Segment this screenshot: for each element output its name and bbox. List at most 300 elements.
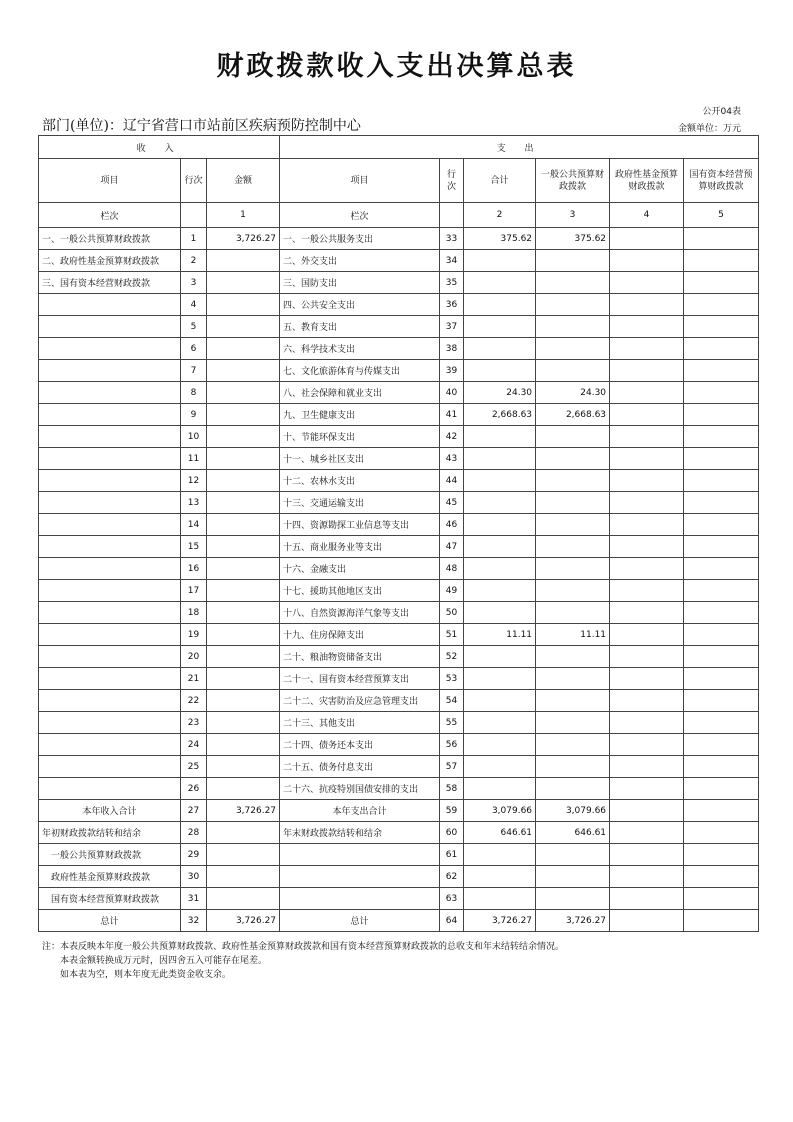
general-budget-amount-cell bbox=[536, 690, 610, 712]
state-capital-amount-cell bbox=[684, 668, 759, 690]
total-amount-cell: 11.11 bbox=[464, 624, 536, 646]
expense-line-no-cell: 59 bbox=[440, 800, 464, 822]
expense-line-no-cell: 38 bbox=[440, 338, 464, 360]
income-item-cell bbox=[39, 712, 181, 734]
state-capital-amount-cell bbox=[684, 800, 759, 822]
gov-fund-amount-cell bbox=[610, 492, 684, 514]
general-budget-amount-cell bbox=[536, 426, 610, 448]
column-number-row bbox=[39, 203, 759, 228]
table-row bbox=[39, 800, 759, 822]
expense-item-cell: 二十六、抗疫特别国债安排的支出 bbox=[280, 778, 440, 800]
state-capital-header: 国有资本经营预算财政拨款 bbox=[684, 159, 759, 203]
col-blank bbox=[181, 203, 207, 228]
state-capital-amount-cell bbox=[684, 514, 759, 536]
general-budget-amount-cell bbox=[536, 316, 610, 338]
table-row bbox=[39, 844, 759, 866]
table-row bbox=[39, 448, 759, 470]
expense-item-cell: 十六、金融支出 bbox=[280, 558, 440, 580]
gov-fund-amount-cell bbox=[610, 316, 684, 338]
table-row bbox=[39, 888, 759, 910]
income-line-no-cell: 32 bbox=[181, 910, 207, 932]
income-line-no-cell: 24 bbox=[181, 734, 207, 756]
general-budget-amount-cell bbox=[536, 712, 610, 734]
table-row bbox=[39, 382, 759, 404]
table-row bbox=[39, 536, 759, 558]
expense-line-no-cell: 39 bbox=[440, 360, 464, 382]
expense-line-no-cell: 51 bbox=[440, 624, 464, 646]
income-amount-cell bbox=[207, 360, 280, 382]
income-amount-cell bbox=[207, 536, 280, 558]
general-budget-amount-cell: 3,079.66 bbox=[536, 800, 610, 822]
table-row bbox=[39, 404, 759, 426]
income-line-no-cell: 11 bbox=[181, 448, 207, 470]
general-budget-amount-cell: 24.30 bbox=[536, 382, 610, 404]
income-amount-cell bbox=[207, 844, 280, 866]
expense-item-cell: 本年支出合计 bbox=[280, 800, 440, 822]
budget-summary-table bbox=[38, 135, 759, 932]
gov-fund-amount-cell bbox=[610, 778, 684, 800]
table-row bbox=[39, 250, 759, 272]
expense-line-no-cell: 36 bbox=[440, 294, 464, 316]
gov-fund-amount-cell bbox=[610, 800, 684, 822]
expense-item-cell: 四、公共安全支出 bbox=[280, 294, 440, 316]
expense-item-cell: 十四、资源勘探工业信息等支出 bbox=[280, 514, 440, 536]
total-amount-cell bbox=[464, 602, 536, 624]
income-line-no-cell: 10 bbox=[181, 426, 207, 448]
income-amount-cell bbox=[207, 866, 280, 888]
state-capital-amount-cell bbox=[684, 338, 759, 360]
income-amount-cell: 3,726.27 bbox=[207, 800, 280, 822]
table-row bbox=[39, 360, 759, 382]
income-line-no-cell: 6 bbox=[181, 338, 207, 360]
total-amount-cell bbox=[464, 250, 536, 272]
state-capital-amount-cell bbox=[684, 778, 759, 800]
total-amount-cell bbox=[464, 712, 536, 734]
income-item-cell bbox=[39, 316, 181, 338]
general-budget-header: 一般公共预算财政拨款 bbox=[536, 159, 610, 203]
expense-line-no-cell: 62 bbox=[440, 866, 464, 888]
table-row bbox=[39, 492, 759, 514]
state-capital-amount-cell bbox=[684, 690, 759, 712]
table-row bbox=[39, 294, 759, 316]
income-item-cell bbox=[39, 668, 181, 690]
gov-fund-amount-cell bbox=[610, 690, 684, 712]
expense-line-no-cell: 53 bbox=[440, 668, 464, 690]
table-row bbox=[39, 756, 759, 778]
income-line-no-cell: 13 bbox=[181, 492, 207, 514]
expense-line-no-cell: 50 bbox=[440, 602, 464, 624]
table-row bbox=[39, 316, 759, 338]
state-capital-amount-cell bbox=[684, 294, 759, 316]
income-line-no-cell: 9 bbox=[181, 404, 207, 426]
total-amount-cell: 2,668.63 bbox=[464, 404, 536, 426]
header-row-columns bbox=[39, 159, 759, 203]
income-line-no-cell: 29 bbox=[181, 844, 207, 866]
income-line-no-cell: 30 bbox=[181, 866, 207, 888]
gov-fund-amount-cell bbox=[610, 360, 684, 382]
general-budget-amount-cell bbox=[536, 536, 610, 558]
income-line-no-cell: 31 bbox=[181, 888, 207, 910]
gov-fund-amount-cell bbox=[610, 910, 684, 932]
income-line-no-cell: 28 bbox=[181, 822, 207, 844]
expense-line-no-cell: 55 bbox=[440, 712, 464, 734]
total-amount-cell bbox=[464, 888, 536, 910]
table-row bbox=[39, 624, 759, 646]
total-amount-cell bbox=[464, 316, 536, 338]
income-amount-cell bbox=[207, 580, 280, 602]
footnote-2: 本表金额转换成万元时，因四舍五入可能存在尾差。 bbox=[60, 956, 268, 966]
expense-line-no-cell: 48 bbox=[440, 558, 464, 580]
state-capital-amount-cell bbox=[684, 910, 759, 932]
expense-item-cell bbox=[280, 844, 440, 866]
gov-fund-amount-cell bbox=[610, 536, 684, 558]
general-budget-amount-cell bbox=[536, 492, 610, 514]
income-item-cell bbox=[39, 404, 181, 426]
gov-fund-amount-cell bbox=[610, 426, 684, 448]
footnote-1: 注：本表反映本年度一般公共预算财政拨款、政府性基金预算财政拨款和国有资本经营预算财政拨款的总收支和年末结转结余情况。 bbox=[42, 942, 565, 952]
income-amount-cell bbox=[207, 888, 280, 910]
income-item-cell bbox=[39, 338, 181, 360]
state-capital-amount-cell bbox=[684, 734, 759, 756]
income-line-no-cell: 17 bbox=[181, 580, 207, 602]
gov-fund-amount-cell bbox=[610, 250, 684, 272]
state-capital-amount-cell bbox=[684, 888, 759, 910]
expense-item-cell bbox=[280, 888, 440, 910]
income-line-no-cell: 7 bbox=[181, 360, 207, 382]
expense-item-cell: 十三、交通运输支出 bbox=[280, 492, 440, 514]
state-capital-amount-cell bbox=[684, 602, 759, 624]
income-line-no-cell: 26 bbox=[181, 778, 207, 800]
general-budget-amount-cell bbox=[536, 756, 610, 778]
expense-item-cell: 二十一、国有资本经营预算支出 bbox=[280, 668, 440, 690]
income-line-no-cell: 14 bbox=[181, 514, 207, 536]
state-capital-amount-cell bbox=[684, 712, 759, 734]
expense-item-cell: 十八、自然资源海洋气象等支出 bbox=[280, 602, 440, 624]
table-row bbox=[39, 910, 759, 932]
state-capital-amount-cell bbox=[684, 624, 759, 646]
table-row bbox=[39, 514, 759, 536]
total-amount-cell bbox=[464, 866, 536, 888]
amount-unit: 金额单位：万元 bbox=[677, 124, 741, 134]
income-item-cell: 一般公共预算财政拨款 bbox=[39, 844, 181, 866]
income-amount-cell bbox=[207, 558, 280, 580]
income-amount-header: 金额 bbox=[207, 159, 280, 203]
table-row bbox=[39, 734, 759, 756]
income-line-no-cell: 3 bbox=[181, 272, 207, 294]
state-capital-amount-cell bbox=[684, 382, 759, 404]
expense-line-no-cell: 43 bbox=[440, 448, 464, 470]
total-amount-cell bbox=[464, 492, 536, 514]
income-item-cell bbox=[39, 294, 181, 316]
general-budget-amount-cell: 646.61 bbox=[536, 822, 610, 844]
income-line-no-cell: 23 bbox=[181, 712, 207, 734]
table-row bbox=[39, 558, 759, 580]
table-row bbox=[39, 822, 759, 844]
expense-item-cell: 二、外交支出 bbox=[280, 250, 440, 272]
income-item-cell bbox=[39, 690, 181, 712]
expense-line-no-cell: 34 bbox=[440, 250, 464, 272]
income-line-no-cell: 12 bbox=[181, 470, 207, 492]
general-budget-amount-cell bbox=[536, 668, 610, 690]
general-budget-amount-cell bbox=[536, 866, 610, 888]
state-capital-amount-cell bbox=[684, 536, 759, 558]
income-amount-cell bbox=[207, 382, 280, 404]
income-item-cell: 年初财政拨款结转和结余 bbox=[39, 822, 181, 844]
state-capital-amount-cell bbox=[684, 470, 759, 492]
gov-fund-amount-cell bbox=[610, 844, 684, 866]
gov-fund-amount-cell bbox=[610, 558, 684, 580]
gov-fund-amount-cell bbox=[610, 470, 684, 492]
expense-item-cell: 九、卫生健康支出 bbox=[280, 404, 440, 426]
expense-line-no-cell: 35 bbox=[440, 272, 464, 294]
expense-item-cell: 十七、援助其他地区支出 bbox=[280, 580, 440, 602]
state-capital-amount-cell bbox=[684, 360, 759, 382]
general-budget-amount-cell bbox=[536, 338, 610, 360]
total-amount-cell bbox=[464, 646, 536, 668]
table-row bbox=[39, 580, 759, 602]
gov-fund-amount-cell bbox=[610, 382, 684, 404]
total-amount-cell bbox=[464, 778, 536, 800]
expense-line-no-cell: 49 bbox=[440, 580, 464, 602]
expense-item-cell: 二十五、债务付息支出 bbox=[280, 756, 440, 778]
col-label-income: 栏次 bbox=[39, 203, 181, 228]
income-item-cell bbox=[39, 624, 181, 646]
state-capital-amount-cell bbox=[684, 492, 759, 514]
expense-item-cell: 十、节能环保支出 bbox=[280, 426, 440, 448]
expense-line-no-cell: 54 bbox=[440, 690, 464, 712]
total-amount-cell bbox=[464, 448, 536, 470]
state-capital-amount-cell bbox=[684, 844, 759, 866]
income-amount-cell bbox=[207, 602, 280, 624]
expense-line-no-cell: 40 bbox=[440, 382, 464, 404]
total-amount-cell bbox=[464, 580, 536, 602]
expense-item-cell: 三、国防支出 bbox=[280, 272, 440, 294]
expense-line-no-cell: 47 bbox=[440, 536, 464, 558]
expense-line-no-cell: 58 bbox=[440, 778, 464, 800]
state-capital-amount-cell bbox=[684, 448, 759, 470]
income-amount-cell bbox=[207, 690, 280, 712]
income-line-no-cell: 2 bbox=[181, 250, 207, 272]
gov-fund-header: 政府性基金预算财政拨款 bbox=[610, 159, 684, 203]
expense-item-cell: 七、文化旅游体育与传媒支出 bbox=[280, 360, 440, 382]
state-capital-amount-cell bbox=[684, 316, 759, 338]
income-line-no-cell: 1 bbox=[181, 228, 207, 250]
general-budget-amount-cell bbox=[536, 778, 610, 800]
col-number-1: 1 bbox=[207, 203, 280, 228]
gov-fund-amount-cell bbox=[610, 888, 684, 910]
table-row bbox=[39, 602, 759, 624]
income-amount-cell bbox=[207, 822, 280, 844]
income-item-cell: 三、国有资本经营财政拨款 bbox=[39, 272, 181, 294]
expense-line-no-cell: 37 bbox=[440, 316, 464, 338]
income-amount-cell bbox=[207, 316, 280, 338]
table-row bbox=[39, 778, 759, 800]
col-number-4: 4 bbox=[610, 203, 684, 228]
income-item-cell bbox=[39, 382, 181, 404]
table-row bbox=[39, 646, 759, 668]
income-amount-cell bbox=[207, 756, 280, 778]
expense-item-cell: 十一、城乡社区支出 bbox=[280, 448, 440, 470]
income-amount-cell bbox=[207, 624, 280, 646]
table-row bbox=[39, 272, 759, 294]
income-line-no-cell: 4 bbox=[181, 294, 207, 316]
income-amount-cell: 3,726.27 bbox=[207, 228, 280, 250]
state-capital-amount-cell bbox=[684, 426, 759, 448]
total-amount-cell bbox=[464, 558, 536, 580]
general-budget-amount-cell bbox=[536, 272, 610, 294]
state-capital-amount-cell bbox=[684, 822, 759, 844]
general-budget-amount-cell bbox=[536, 294, 610, 316]
gov-fund-amount-cell bbox=[610, 404, 684, 426]
income-item-cell bbox=[39, 360, 181, 382]
col-number-2: 2 bbox=[464, 203, 536, 228]
total-header: 合计 bbox=[464, 159, 536, 203]
income-line-no-cell: 27 bbox=[181, 800, 207, 822]
income-header: 收 入 bbox=[39, 136, 280, 159]
general-budget-amount-cell: 375.62 bbox=[536, 228, 610, 250]
expense-line-no-cell: 63 bbox=[440, 888, 464, 910]
general-budget-amount-cell bbox=[536, 470, 610, 492]
income-item-header: 项目 bbox=[39, 159, 181, 203]
col-number-3: 3 bbox=[536, 203, 610, 228]
income-amount-cell bbox=[207, 448, 280, 470]
expense-item-cell: 二十四、债务还本支出 bbox=[280, 734, 440, 756]
total-amount-cell: 3,726.27 bbox=[464, 910, 536, 932]
expense-item-header: 项目 bbox=[280, 159, 440, 203]
state-capital-amount-cell bbox=[684, 646, 759, 668]
total-amount-cell bbox=[464, 734, 536, 756]
expense-item-cell: 二十二、灾害防治及应急管理支出 bbox=[280, 690, 440, 712]
income-item-cell: 政府性基金预算财政拨款 bbox=[39, 866, 181, 888]
gov-fund-amount-cell bbox=[610, 228, 684, 250]
general-budget-amount-cell bbox=[536, 558, 610, 580]
expense-line-no-cell: 61 bbox=[440, 844, 464, 866]
expense-line-no-cell: 44 bbox=[440, 470, 464, 492]
general-budget-amount-cell bbox=[536, 888, 610, 910]
general-budget-amount-cell bbox=[536, 448, 610, 470]
expense-line-no-cell: 57 bbox=[440, 756, 464, 778]
income-amount-cell bbox=[207, 426, 280, 448]
gov-fund-amount-cell bbox=[610, 822, 684, 844]
income-item-cell bbox=[39, 778, 181, 800]
expense-line-no-cell: 60 bbox=[440, 822, 464, 844]
income-amount-cell bbox=[207, 404, 280, 426]
state-capital-amount-cell bbox=[684, 250, 759, 272]
total-amount-cell bbox=[464, 470, 536, 492]
income-line-no-cell: 22 bbox=[181, 690, 207, 712]
state-capital-amount-cell bbox=[684, 866, 759, 888]
expense-item-cell bbox=[280, 866, 440, 888]
general-budget-amount-cell bbox=[536, 514, 610, 536]
gov-fund-amount-cell bbox=[610, 514, 684, 536]
income-amount-cell bbox=[207, 668, 280, 690]
income-item-cell bbox=[39, 756, 181, 778]
income-item-cell bbox=[39, 646, 181, 668]
expense-item-cell: 二十三、其他支出 bbox=[280, 712, 440, 734]
income-item-cell: 本年收入合计 bbox=[39, 800, 181, 822]
general-budget-amount-cell: 2,668.63 bbox=[536, 404, 610, 426]
income-line-no-cell: 8 bbox=[181, 382, 207, 404]
table-row bbox=[39, 712, 759, 734]
department-label: 部门(单位)：辽宁省营口市站前区疾病预防控制中心 bbox=[42, 118, 361, 134]
income-amount-cell bbox=[207, 646, 280, 668]
expense-item-cell: 二十、粮油物资储备支出 bbox=[280, 646, 440, 668]
income-amount-cell bbox=[207, 514, 280, 536]
income-line-no-cell: 15 bbox=[181, 536, 207, 558]
expense-line-no-cell: 42 bbox=[440, 426, 464, 448]
income-amount-cell bbox=[207, 734, 280, 756]
income-item-cell: 二、政府性基金预算财政拨款 bbox=[39, 250, 181, 272]
expense-item-cell: 年末财政拨款结转和结余 bbox=[280, 822, 440, 844]
expense-item-cell: 十二、农林水支出 bbox=[280, 470, 440, 492]
general-budget-amount-cell: 11.11 bbox=[536, 624, 610, 646]
income-line-no-cell: 20 bbox=[181, 646, 207, 668]
income-item-cell bbox=[39, 470, 181, 492]
general-budget-amount-cell bbox=[536, 734, 610, 756]
expense-item-cell: 总计 bbox=[280, 910, 440, 932]
table-row bbox=[39, 866, 759, 888]
gov-fund-amount-cell bbox=[610, 866, 684, 888]
total-amount-cell bbox=[464, 690, 536, 712]
income-item-cell bbox=[39, 448, 181, 470]
income-item-cell: 总计 bbox=[39, 910, 181, 932]
gov-fund-amount-cell bbox=[610, 338, 684, 360]
expense-header: 支 出 bbox=[280, 136, 759, 159]
gov-fund-amount-cell bbox=[610, 294, 684, 316]
total-amount-cell bbox=[464, 514, 536, 536]
income-amount-cell bbox=[207, 294, 280, 316]
gov-fund-amount-cell bbox=[610, 734, 684, 756]
gov-fund-amount-cell bbox=[610, 272, 684, 294]
table-row bbox=[39, 470, 759, 492]
total-amount-cell: 24.30 bbox=[464, 382, 536, 404]
header-row-sections bbox=[39, 136, 759, 159]
income-item-cell: 国有资本经营预算财政拨款 bbox=[39, 888, 181, 910]
income-line-no-cell: 18 bbox=[181, 602, 207, 624]
gov-fund-amount-cell bbox=[610, 712, 684, 734]
income-amount-cell bbox=[207, 272, 280, 294]
total-amount-cell: 3,079.66 bbox=[464, 800, 536, 822]
total-amount-cell bbox=[464, 756, 536, 778]
state-capital-amount-cell bbox=[684, 580, 759, 602]
income-line-no-cell: 19 bbox=[181, 624, 207, 646]
expense-line-no-cell: 41 bbox=[440, 404, 464, 426]
gov-fund-amount-cell bbox=[610, 646, 684, 668]
income-item-cell bbox=[39, 426, 181, 448]
income-item-cell bbox=[39, 514, 181, 536]
general-budget-amount-cell: 3,726.27 bbox=[536, 910, 610, 932]
state-capital-amount-cell bbox=[684, 272, 759, 294]
table-row bbox=[39, 668, 759, 690]
total-amount-cell bbox=[464, 360, 536, 382]
income-amount-cell bbox=[207, 492, 280, 514]
general-budget-amount-cell bbox=[536, 602, 610, 624]
total-amount-cell bbox=[464, 668, 536, 690]
gov-fund-amount-cell bbox=[610, 448, 684, 470]
expense-item-cell: 十五、商业服务业等支出 bbox=[280, 536, 440, 558]
expense-line-no-cell: 33 bbox=[440, 228, 464, 250]
expense-item-cell: 八、社会保障和就业支出 bbox=[280, 382, 440, 404]
income-amount-cell bbox=[207, 250, 280, 272]
form-code: 公开04表 bbox=[702, 107, 741, 117]
income-line-no-cell: 21 bbox=[181, 668, 207, 690]
footnote-3: 如本表为空，则本年度无此类资金收支余。 bbox=[60, 970, 232, 980]
income-item-cell bbox=[39, 580, 181, 602]
table-row bbox=[39, 690, 759, 712]
expense-line-no-cell: 56 bbox=[440, 734, 464, 756]
income-amount-cell: 3,726.27 bbox=[207, 910, 280, 932]
col-blank bbox=[440, 203, 464, 228]
